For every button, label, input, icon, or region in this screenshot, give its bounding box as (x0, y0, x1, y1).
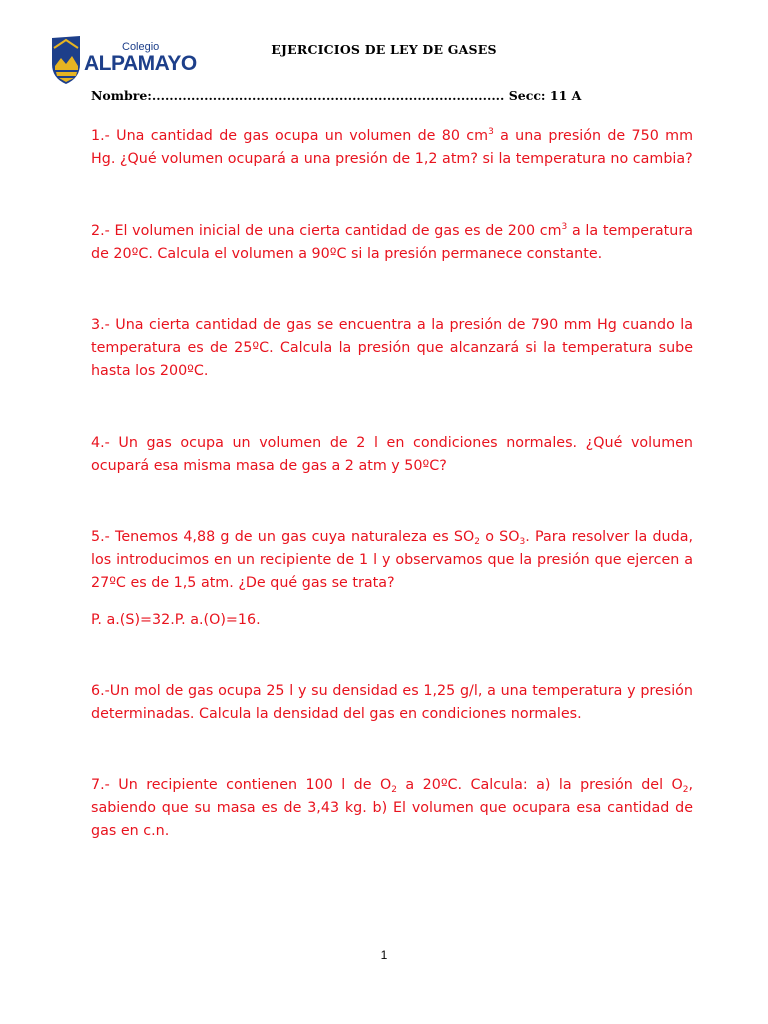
exercise-2: 2.- El volumen inicial de una cierta cantidad de gas es de 200 $cm^3$ a la temperatura de 20ºC. Calcula el volumen a 90ºC si la presión permanece constante. (91, 222, 693, 262)
exercise-6: 6.-Un mol de gas ocupa 25 l y su densidad es 1,25 g/l, a una temperatura y presión determinadas. Calcula la densidad del gas en condiciones normales. (91, 683, 693, 722)
document-title: EJERCICIOS DE LEY DE GASES (271, 42, 497, 57)
exercise-5: 5.- Tenemos 4,88 g de un gas cuya naturaleza es $SO_2$ o $SO_3$. Para resolver la duda, los introducimos en un recipiente de 1 l y observamos que la presión que ejercen a 27ºC es de 1,5 atm. ¿De qué gas se trata? (91, 529, 694, 591)
logo-small-text: Colegio (122, 41, 160, 53)
name-section-line: Nombre:................................................................................. Secc: 11 A (91, 88, 582, 103)
exercise-3: 3.- Una cierta cantidad de gas se encuentra a la presión de 790 mm Hg cuando la temperatura es de 25ºC. Calcula la presión que alcanzará si la temperatura sube hasta los 200ºC. (91, 317, 693, 379)
exercise-7: 7.- Un recipiente contienen 100 l de $O_2$ a 20ºC. Calcula: a) la presión del $O_2$, sabiendo que su masa es de 3,43 kg. b) El volumen que ocupara esa cantidad de gas en c.n. (91, 777, 694, 839)
exercise-4: 4.- Un gas ocupa un volumen de 2 l en condiciones normales. ¿Qué volumen ocupará esa misma masa de gas a 2 atm y 50ºC? (91, 435, 693, 474)
logo-big-text: ALPAMAYO (84, 52, 197, 75)
exercise-5-note: P. a.(S)=32.P. a.(O)=16. (91, 612, 261, 628)
exercise-1: 1.- Una cantidad de gas ocupa un volumen de 80 $cm^3$ a una presión de 750 mm Hg. ¿Qué volumen ocupará a una presión de 1,2 atm? si la temperatura no cambia? (91, 127, 693, 167)
page-number: 1 (380, 948, 388, 962)
